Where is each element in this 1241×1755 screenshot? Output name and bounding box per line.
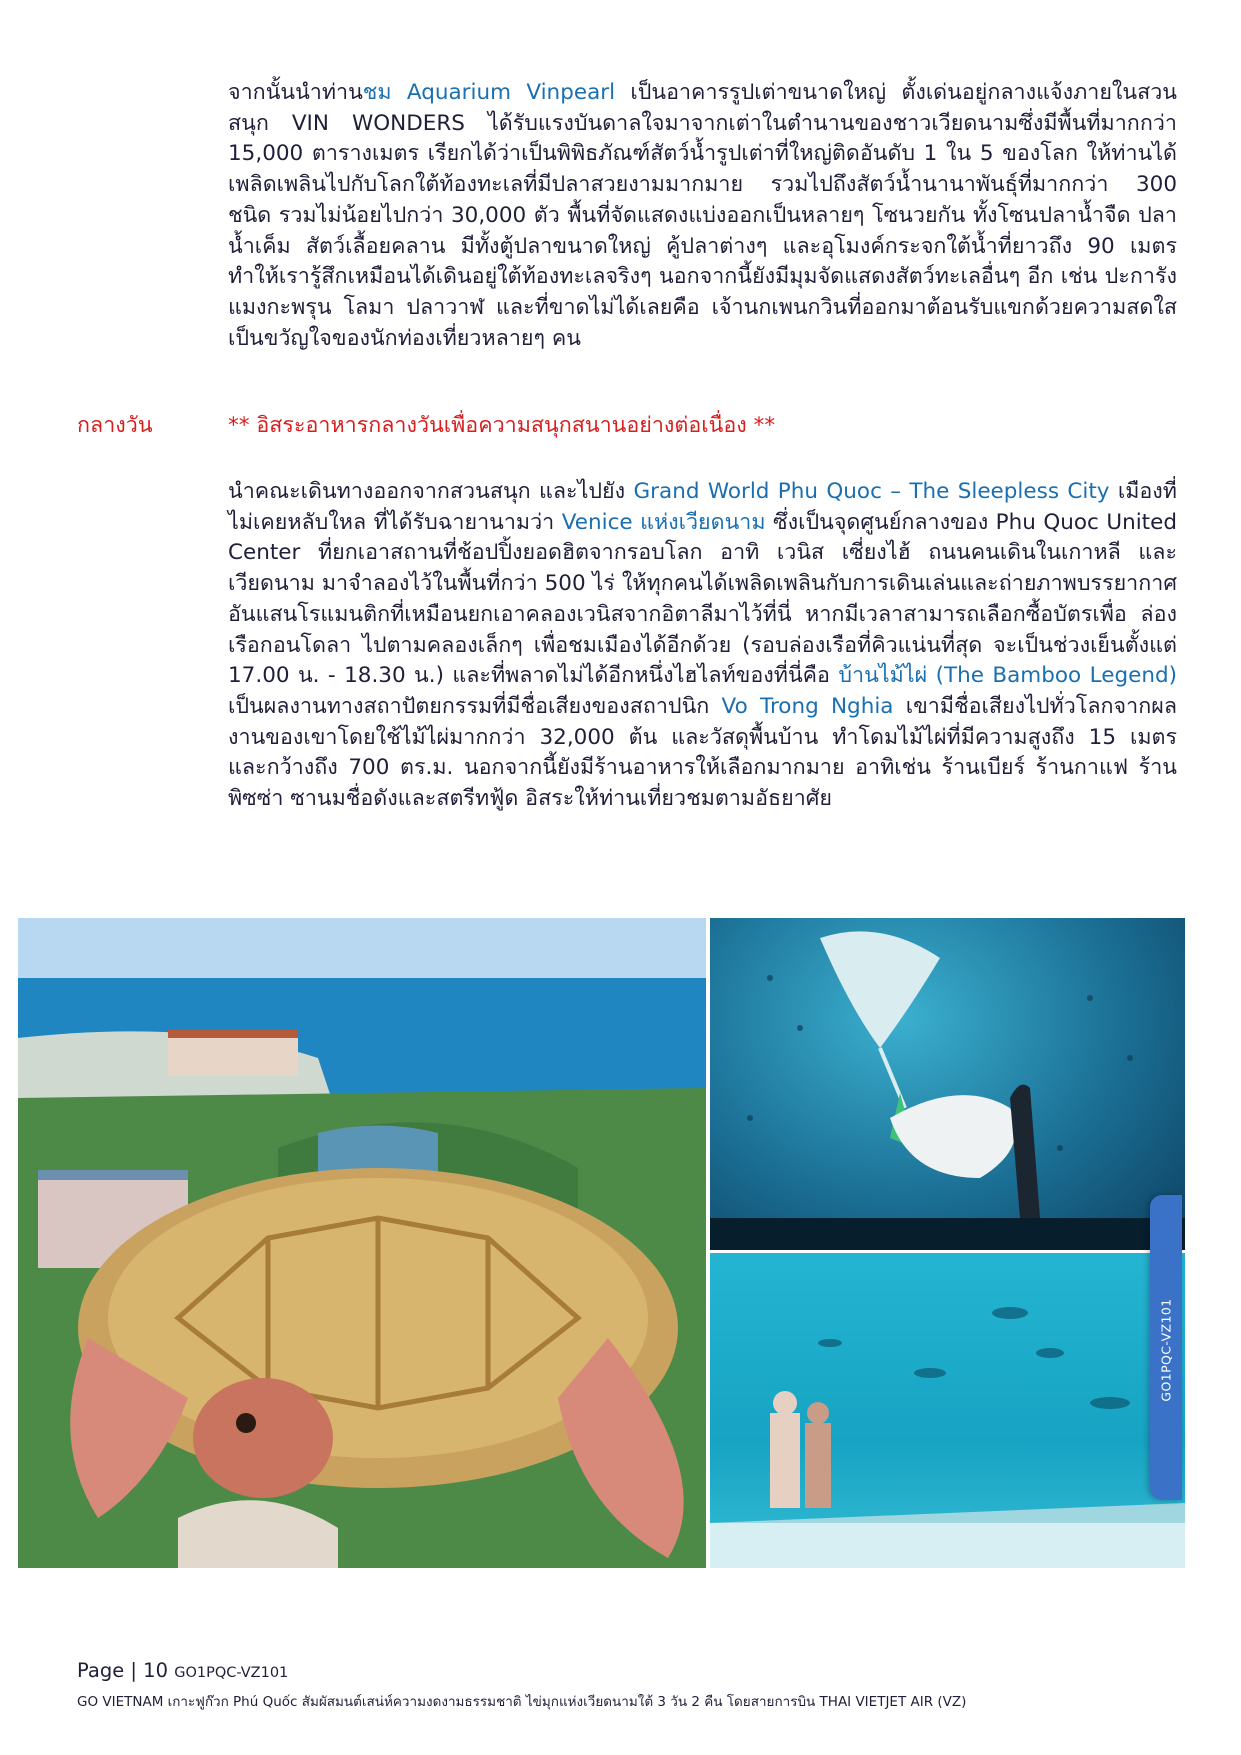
tour-code: GO1PQC-VZ101 [174,1665,289,1681]
aquarium-highlight: ชม Aquarium Vinpearl [362,80,616,105]
watermark-code: GO1PQC-VZ101 [1158,1298,1174,1402]
paragraph-text: นำคณะเดินทางออกจากสวนสนุก และไปยัง [228,479,634,504]
paragraph-text: เป็นอาคารรูปเต่าขนาดใหญ่ ตั้งเด่นอยู่กลางแจ้งภายในสวนสนุก VIN WONDERS ได้รับแรงบันดาลใจมาจากเต่าในตำนานของชาวเวียดนามซึ่งมีพื้นที่มากกว่า 15,000 ตารางเมตร เรียกได้ว่าเป็นพิพิธภัณฑ์สัตว์น้ำรูปเต่าที่ใหญ่ติดอันดับ 1 ใน 5 ของโลก ให้ท่านได้เพลิดเพลินไปกับโลกใต้ท้องทะเลที่มีปลาสวยงามมากมาย รวมไปถึงสัตว์น้ำนานาพันธุ์ที่มากกว่า 300 ชนิด รวมไม่น้อยไปกว่า 30,000 ตัว พื้นที่จัดแสดงแบ่งออกเป็นหลายๆ โซนวยกัน ทั้งโซนปลาน้ำจืด ปลาน้ำเค็ม สัตว์เลื้อยคลาน มีทั้งตู้ปลาขนาดใหญ่ คู้ปลาต่างๆ และอุโมงค์กระจกใต้น้ำที่ยาวถึง 90 เมตรทำให้เรารู้สึกเหมือนได้เดินอยู่ใต้ท้องทะเลจริงๆ นอกจากนี้ยังมีมุมจัดแสดงสัตว์ทะเลอื่นๆ อีก เช่น ปะการัง แมงกะพรุน โลมา ปลาวาฬ และที่ขาดไม่ได้เลยคือ เจ้านกเพนกวินที่ออกมาต้อนรับแขกด้วยความสดใส เป็นขวัญใจของนักท่องเที่ยวหลายๆ คน [228,80,1177,351]
stingray-illustration [710,918,1185,1250]
grand-world-highlight: Grand World Phu Quoc – The Sleepless City [633,479,1110,504]
page-label: Page | 10 [77,1659,168,1682]
paragraph-text: ซึ่งเป็นจุดศูนย์กลางของ Phu Quoc United Center ที่ยกเอาสถานที่ช้อปปิ้งยอดฮิตจากรอบโลก อาทิ เวนิส เซี่ยงไฮ้ ถนนคนเดินในเกาหลี และเวียดนาม มาจำลองไว้ในพื้นที่กว่า 500 ไร่ ให้ทุกคนได้เพลิดเพลินกับการเดินเล่นและถ่ายภาพบรรยากาศอันแสนโรแมนติกที่เหมือนยกเอาคลองเวนิสจากอิตาลีมาไว้ที่นี่ หากมีเวลาสามารถเลือกซื้อบัตรเพื่อ ล่องเรือกอนโดลา ไปตามคลองเล็กๆ เพื่อชมเมืองได้อีกด้วย (รอบล่องเรือที่คิวแน่นที่สุด จะเป็นช่วงเย็นตั้งแต่ 17.00 น. - 18.30 น.) และที่พลาดไม่ได้อีกหนึ่งไฮไลท์ของที่นี่คือ [228,509,1177,689]
paragraph-text: จากนั้นนำท่าน [228,80,363,105]
turtle-aquarium-photo [18,918,706,1568]
paragraph-text: เมืองที่ไม่เคยหลับใหล ที่ได้รับฉายานามว่า [228,479,1177,535]
bamboo-legend-highlight: บ้านไม้ไผ่ (The Bamboo Legend) [838,663,1177,689]
lunch-note: ** อิสระอาหารกลางวันเพื่อความสนุกสนานอย่างต่อเนื่อง ** [228,413,776,438]
paragraph-text: เป็นผลงานทางสถาปัตยกรรมที่มีชื่อเสียงของสถาปนิก [228,693,722,719]
grand-world-paragraph [228,477,1177,815]
footer-tour-title: GO VIETNAM เกาะฟูก๊วก Phú Quốc สัมผัสมนต์เสน่ห์ความงดงามธรรมชาติ ไข่มุกแห่งเวียดนามใต้ 3 วัน 2 คืน โดยสายการบิน THAI VIETJET AIR (VZ) [77,1694,967,1710]
architect-highlight: Vo Trong Nghia [721,693,894,719]
stingray-tank-photo [710,918,1185,1250]
aquarium-paragraph [228,78,1177,354]
aquarium-tank-illustration [710,1253,1185,1568]
turtle-illustration [18,918,706,1568]
paragraph-text: เขามีชื่อเสียงไปทั่วโลกจากผลงานของเขาโดยใช้ไม้ไผ่มากกว่า 32,000 ต้น และวัสดุพื้นบ้าน ทำโดมไม้ไผ่ที่มีความสูงถึง 15 เมตร และกว้างถึง 700 ตร.ม. นอกจากนี้ยังมีร้านอาหารให้เลือกมากมาย อาทิเช่น ร้านเบียร์ ร้านกาแฟ ร้านพิซซ่า ซานมชื่อดังและสตรีทฟู้ด อิสระให้ท่านเที่ยวชมตามอัธยาศัย [228,693,1177,812]
aquarium-tank-photo [710,1253,1185,1568]
lunch-label: กลางวัน [77,413,153,438]
footer-page-number [77,1659,288,1682]
venice-highlight: Venice แห่งเวียดนาม [561,509,766,535]
